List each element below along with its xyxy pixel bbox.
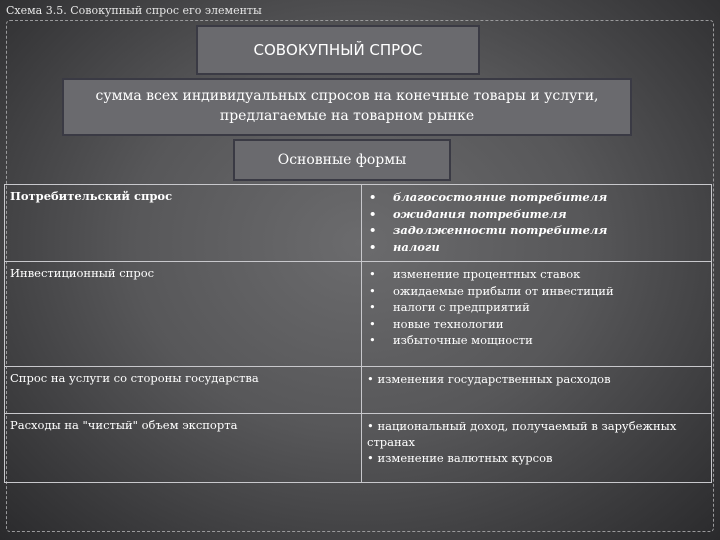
form-name-cell: [5, 262, 362, 367]
list-item: • налоги с предприятий: [369, 300, 530, 314]
factors-cell: [362, 185, 712, 262]
factor-text-line: • изменение валютных курсов: [367, 451, 553, 465]
form-name: Потребительский спрос: [10, 189, 173, 203]
definition-box: [62, 78, 632, 136]
factors-cell: [362, 262, 712, 367]
definition-line-1: сумма всех индивидуальных спросов на конечные товары и услуги,: [95, 88, 599, 104]
factor-text-line: • национальный доход, получаемый в зарубежных: [367, 419, 677, 433]
list-item: • задолженности потребителя: [369, 223, 608, 237]
table-row: [5, 262, 712, 367]
form-name-cell: [5, 185, 362, 262]
forms-box: [233, 139, 451, 181]
list-item: • ожидаемые прибыли от инвестиций: [369, 283, 614, 298]
title-text: СОВОКУПНЫЙ СПРОС: [253, 41, 423, 59]
figure-caption: Схема 3.5. Совокупный спрос его элементы: [6, 4, 262, 17]
form-name: Инвестиционный спрос: [10, 266, 155, 280]
factor-list: [367, 189, 706, 255]
title-box: [196, 25, 480, 75]
forms-label: Основные формы: [277, 152, 407, 168]
list-item: • налоги: [369, 239, 440, 254]
table-row: [5, 367, 712, 414]
table-row: [5, 185, 712, 262]
factor-text-line: странах: [367, 435, 416, 449]
list-item: • ожидания потребителя: [369, 206, 567, 221]
list-item: • новые технологии: [369, 316, 504, 331]
factor-list: [367, 266, 706, 349]
forms-table: [4, 184, 712, 483]
form-name: Расходы на "чистый" объем экспорта: [10, 418, 238, 432]
factors-cell: [362, 367, 712, 414]
form-name: Спрос на услуги со стороны государства: [10, 371, 259, 385]
list-item: • благосостояние потребителя: [369, 190, 608, 204]
list-item: • избыточные мощности: [369, 333, 533, 347]
definition-line-2: предлагаемые на товарном рынке: [219, 108, 475, 124]
list-item: • изменение процентных ставок: [369, 267, 581, 281]
table-row: [5, 414, 712, 483]
factor-text: • изменения государственных расходов: [367, 372, 611, 386]
form-name-cell: [5, 367, 362, 414]
factors-cell: [362, 414, 712, 483]
form-name-cell: [5, 414, 362, 483]
